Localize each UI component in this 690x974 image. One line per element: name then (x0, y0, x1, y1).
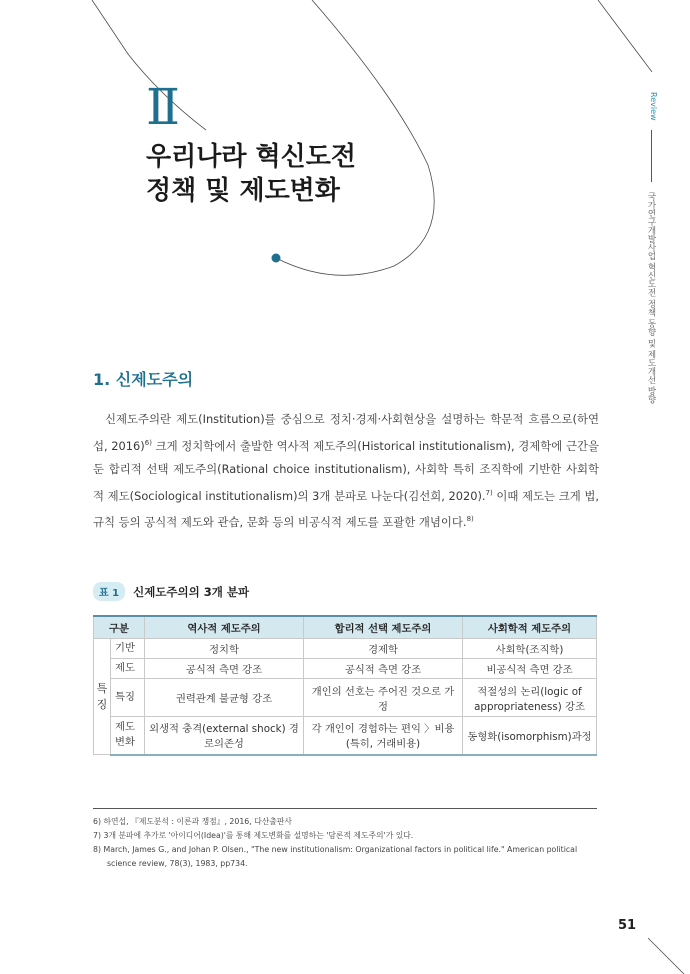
chapter-title (146, 140, 356, 208)
table-cell: 외생적 충격(external shock) 경로의존성 (145, 717, 304, 755)
page-number: 51 (618, 918, 637, 933)
row-group-label: 특징 (94, 639, 111, 755)
table-header-cell: 구분 (94, 616, 145, 639)
chapter-title-line1: 우리나라 혁신도전 (146, 142, 356, 172)
row-category: 제도 (111, 659, 145, 679)
table-cell: 권력관계 불균형 강조 (145, 679, 304, 717)
paragraph-text: 신제도주의란 제도(Institution)를 중심으로 정치·경제·사회현상을 설명하는 학문적 흐름으로(하연섭, 2016) (93, 412, 599, 453)
table-cell: 사회학(조직학) (463, 639, 597, 659)
section-title: 1. 신제도주의 (93, 370, 194, 389)
table-row (94, 717, 597, 755)
row-category: 제도 변화 (111, 717, 145, 755)
sidebar-review-label: Review (649, 92, 658, 121)
table-header-cell: 합리적 선택 제도주의 (304, 616, 463, 639)
table-cell: 동형화(isomorphism)과정 (463, 717, 597, 755)
body-paragraph (93, 408, 599, 534)
table-title: 신제도주의의 3개 분파 (133, 584, 250, 599)
sidebar-divider (651, 130, 652, 182)
table-cell: 정치학 (145, 639, 304, 659)
accent-dot (272, 254, 281, 263)
chapter-numeral: Ⅱ (146, 78, 178, 136)
table-cell: 경제학 (304, 639, 463, 659)
table-cell: 적절성의 논리(logic of appropriateness) 강조 (463, 679, 597, 717)
table-header-cell: 사회학적 제도주의 (463, 616, 597, 639)
table-cell: 개인의 선호는 주어진 것으로 가정 (304, 679, 463, 717)
footnote-ref: 8) (466, 514, 474, 523)
table-cell: 공식적 측면 강조 (145, 659, 304, 679)
footnote-divider (93, 808, 597, 809)
footnote: 6) 하연섭, 『제도분석 : 이론과 쟁점』, 2016, 다산출판사 (93, 817, 292, 826)
footnotes (93, 815, 599, 871)
table-cell: 공식적 측면 강조 (304, 659, 463, 679)
table-caption (93, 582, 249, 601)
footnote-ref: 7) (485, 488, 493, 497)
table-row (94, 679, 597, 717)
sidebar-description: 국가연구개발사업 혁신도전 정책 동향 및 제도개선 방향 (646, 192, 656, 404)
table-cell: 각 개인이 경험하는 편익 〉비용(특히, 거래비용) (304, 717, 463, 755)
table-cell: 비공식적 측면 강조 (463, 659, 597, 679)
row-category: 특징 (111, 679, 145, 717)
row-category: 기반 (111, 639, 145, 659)
chapter-title-line2: 정책 및 제도변화 (146, 176, 340, 206)
table-row (94, 639, 597, 659)
paragraph-text: 이때 제도는 크게 법, 규칙 등의 공식적 제도와 관습, 문화 등의 비공식적 제도를 포괄한 개념이다. (93, 488, 599, 529)
footnote: 8) March, James G., and Johan P. Olsen., "The new institutionalism: Organizational factors in political life." American political science review, 78(3), 1983, pp734. (93, 845, 578, 868)
table-row (94, 659, 597, 679)
table-header-row (94, 616, 597, 639)
footnote-ref: 6) (144, 438, 152, 447)
footnote: 7) 3개 분파에 추가로 '아이디어(Idea)'를 통해 제도변화를 설명하는 '담론적 제도주의'가 있다. (93, 831, 414, 840)
comparison-table (93, 615, 597, 756)
table-header-cell: 역사적 제도주의 (145, 616, 304, 639)
paragraph-text: 크게 정치학에서 출발한 역사적 제도주의(Historical institutionalism), 경제학에 근간을 둔 합리적 선택 제도주의(Rational choice institutionalism), 사회학 특히 조직학에 기반한 사회학적 제도(Sociological institutionalism)의 3개 분파로 나눈다(김선희, 2020). (93, 438, 599, 503)
table-tag: 표 1 (93, 582, 125, 601)
